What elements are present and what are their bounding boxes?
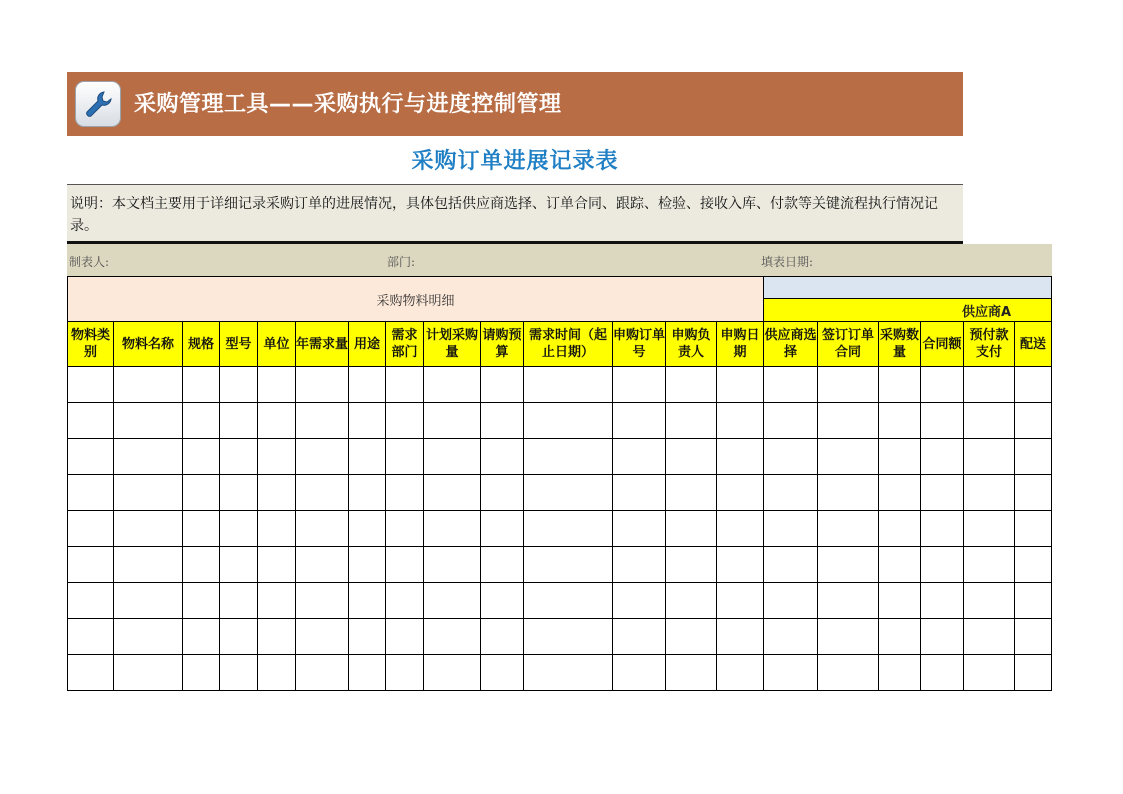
table-row [68,475,1052,511]
table-cell[interactable] [818,619,879,655]
info-bar [67,244,1052,276]
table-cell[interactable] [114,547,183,583]
table-cell[interactable] [183,655,220,691]
table-cell[interactable] [964,439,1015,475]
table-cell[interactable] [481,619,524,655]
table-cell[interactable] [1015,583,1052,619]
table-cell[interactable] [424,367,481,403]
table-cell[interactable] [424,619,481,655]
table-cell[interactable] [764,367,818,403]
table-cell[interactable] [349,547,386,583]
table-row [68,583,1052,619]
table-cell[interactable] [1015,547,1052,583]
table-cell[interactable] [424,547,481,583]
table-cell[interactable] [764,583,818,619]
table-row [68,619,1052,655]
column-header: 需求部门 [386,322,424,367]
table-row [68,403,1052,439]
table-cell[interactable] [68,403,114,439]
table-cell[interactable] [818,403,879,439]
table-cell[interactable] [524,367,613,403]
column-header: 物料类别 [68,322,114,367]
fill-date-label: 填表日期: [761,255,814,269]
column-header: 预付款支付 [964,322,1015,367]
table-cell[interactable] [717,619,764,655]
table-cell[interactable] [764,475,818,511]
table-cell[interactable] [68,583,114,619]
table-cell[interactable] [114,367,183,403]
table-cell[interactable] [717,475,764,511]
table-cell[interactable] [183,547,220,583]
table-cell[interactable] [296,547,349,583]
table-cell[interactable] [68,439,114,475]
table-cell[interactable] [349,619,386,655]
table-cell[interactable] [1015,439,1052,475]
table-cell[interactable] [964,583,1015,619]
table-cell[interactable] [879,403,921,439]
column-header: 申购负责人 [666,322,717,367]
table-cell[interactable] [220,583,258,619]
table-cell[interactable] [296,655,349,691]
table-cell[interactable] [524,547,613,583]
table-cell[interactable] [879,583,921,619]
table-cell[interactable] [666,475,717,511]
table-cell[interactable] [666,583,717,619]
table-cell[interactable] [1015,475,1052,511]
table-cell[interactable] [114,655,183,691]
column-header: 申购日期 [717,322,764,367]
table-cell[interactable] [424,475,481,511]
table-cell[interactable] [921,547,964,583]
header-banner [67,72,963,136]
table-cell[interactable] [717,547,764,583]
table-cell[interactable] [613,583,666,619]
table-cell[interactable] [220,439,258,475]
table-cell[interactable] [879,619,921,655]
table-cell[interactable] [964,619,1015,655]
table-cell[interactable] [296,619,349,655]
table-cell[interactable] [818,547,879,583]
column-header: 合同额 [921,322,964,367]
table-cell[interactable] [183,583,220,619]
table-cell[interactable] [349,511,386,547]
table-row [68,655,1052,691]
table-cell[interactable] [818,583,879,619]
table-cell[interactable] [481,583,524,619]
table-cell[interactable] [717,511,764,547]
table-cell[interactable] [481,511,524,547]
table-cell[interactable] [349,475,386,511]
table-cell[interactable] [386,655,424,691]
table-cell[interactable] [258,511,296,547]
table-cell[interactable] [717,367,764,403]
table-cell[interactable] [1015,403,1052,439]
table-cell[interactable] [481,403,524,439]
table-cell[interactable] [879,547,921,583]
table-cell[interactable] [613,439,666,475]
table-cell[interactable] [818,511,879,547]
table-row [68,547,1052,583]
table-cell[interactable] [258,439,296,475]
banner-title: 采购管理工具——采购执行与进度控制管理 [134,92,562,117]
table-cell[interactable] [1015,655,1052,691]
table-cell[interactable] [220,619,258,655]
column-header: 单位 [258,322,296,367]
table-cell[interactable] [183,475,220,511]
table-cell[interactable] [424,511,481,547]
table-cell[interactable] [879,655,921,691]
table-cell[interactable] [349,655,386,691]
table-cell[interactable] [220,403,258,439]
table-cell[interactable] [114,583,183,619]
table-cell[interactable] [258,583,296,619]
table-cell[interactable] [296,583,349,619]
table-cell[interactable] [717,655,764,691]
table-cell[interactable] [666,511,717,547]
table-cell[interactable] [921,439,964,475]
column-header: 需求时间（起止日期） [524,322,613,367]
table-cell[interactable] [964,367,1015,403]
table-cell[interactable] [717,439,764,475]
table-cell[interactable] [964,547,1015,583]
table-cell[interactable] [349,439,386,475]
table-cell[interactable] [296,367,349,403]
table-cell[interactable] [921,511,964,547]
column-header: 年需求量 [296,322,349,367]
column-header: 型号 [220,322,258,367]
purchase-order-table [67,276,1052,691]
table-cell[interactable] [964,511,1015,547]
table-cell[interactable] [220,547,258,583]
column-header: 申购订单号 [613,322,666,367]
column-header: 采购数量 [879,322,921,367]
table-cell[interactable] [481,475,524,511]
table-cell[interactable] [1015,511,1052,547]
section-blank [764,277,1052,299]
table-cell[interactable] [921,403,964,439]
table-cell[interactable] [524,511,613,547]
table-cell[interactable] [296,475,349,511]
table-cell[interactable] [666,367,717,403]
table-cell[interactable] [183,367,220,403]
column-header: 规格 [183,322,220,367]
table-cell[interactable] [1015,619,1052,655]
table-cell[interactable] [258,403,296,439]
table-cell[interactable] [424,439,481,475]
table-cell[interactable] [524,583,613,619]
table-cell[interactable] [386,619,424,655]
table-cell[interactable] [68,367,114,403]
table-cell[interactable] [964,655,1015,691]
table-cell[interactable] [386,547,424,583]
table-cell[interactable] [613,511,666,547]
column-header: 签订订单合同 [818,322,879,367]
description-box: 说明：本文档主要用于详细记录采购订单的进展情况，具体包括供应商选择、订单合同、跟踪、检验、接收入库、付款等关键流程执行情况记录。 [67,185,963,241]
table-cell[interactable] [524,403,613,439]
table-cell[interactable] [666,655,717,691]
table-cell[interactable] [183,403,220,439]
preparer-label: 制表人: [69,255,110,269]
table-cell[interactable] [666,403,717,439]
column-header: 物料名称 [114,322,183,367]
column-header: 请购预算 [481,322,524,367]
table-cell[interactable] [481,439,524,475]
table-cell[interactable] [481,655,524,691]
table-cell[interactable] [258,619,296,655]
column-header: 供应商选择 [764,322,818,367]
column-header: 用途 [349,322,386,367]
table-cell[interactable] [296,511,349,547]
table-cell[interactable] [114,619,183,655]
table-cell[interactable] [386,367,424,403]
table-cell[interactable] [717,583,764,619]
table-cell[interactable] [921,655,964,691]
table-cell[interactable] [764,439,818,475]
table-cell[interactable] [220,655,258,691]
table-cell[interactable] [764,511,818,547]
table-cell[interactable] [296,403,349,439]
table-cell[interactable] [818,439,879,475]
column-header-row [68,322,1052,367]
table-cell[interactable] [68,619,114,655]
table-cell[interactable] [114,439,183,475]
table-cell[interactable] [1015,367,1052,403]
table-cell[interactable] [818,475,879,511]
department-label: 部门: [387,255,416,269]
table-cell[interactable] [921,367,964,403]
table-cell[interactable] [764,403,818,439]
table-cell[interactable] [524,619,613,655]
table-cell[interactable] [68,511,114,547]
table-cell[interactable] [666,547,717,583]
table-cell[interactable] [258,547,296,583]
table-cell[interactable] [524,439,613,475]
table-cell[interactable] [921,583,964,619]
table-cell[interactable] [386,511,424,547]
document-title: 采购订单进展记录表 [411,149,619,174]
table-cell[interactable] [258,475,296,511]
table-cell[interactable] [764,619,818,655]
table-cell[interactable] [386,475,424,511]
table-cell[interactable] [717,403,764,439]
table-cell[interactable] [524,655,613,691]
table-cell[interactable] [424,583,481,619]
table-cell[interactable] [349,367,386,403]
table-cell[interactable] [879,367,921,403]
table-row [68,439,1052,475]
table-cell[interactable] [424,403,481,439]
table-cell[interactable] [879,511,921,547]
table-cell[interactable] [879,475,921,511]
wrench-icon [75,81,121,127]
section-material-detail: 采购物料明细 [68,277,764,322]
table-cell[interactable] [818,367,879,403]
table-cell[interactable] [921,619,964,655]
table-cell[interactable] [68,547,114,583]
table-row [68,511,1052,547]
table-cell[interactable] [183,439,220,475]
table-cell[interactable] [183,619,220,655]
table-cell[interactable] [481,367,524,403]
table-cell[interactable] [296,439,349,475]
table-cell[interactable] [258,367,296,403]
table-cell[interactable] [964,475,1015,511]
table-cell[interactable] [183,511,220,547]
column-header: 计划采购量 [424,322,481,367]
section-supplier: 供应商A [764,299,1052,322]
table-cell[interactable] [666,439,717,475]
table-cell[interactable] [818,655,879,691]
table-cell[interactable] [613,367,666,403]
column-header: 配送 [1015,322,1052,367]
table-cell[interactable] [481,547,524,583]
table-row [68,367,1052,403]
table-cell[interactable] [613,547,666,583]
table-cell[interactable] [114,403,183,439]
table-cell[interactable] [613,655,666,691]
table-cell[interactable] [349,583,386,619]
table-cell[interactable] [114,475,183,511]
table-cell[interactable] [386,439,424,475]
table-cell[interactable] [524,475,613,511]
table-cell[interactable] [964,403,1015,439]
table-cell[interactable] [424,655,481,691]
table-cell[interactable] [879,439,921,475]
table-cell[interactable] [220,511,258,547]
table-cell[interactable] [220,475,258,511]
table-cell[interactable] [68,475,114,511]
table-cell[interactable] [764,655,818,691]
table-cell[interactable] [764,547,818,583]
table-cell[interactable] [220,367,258,403]
table-cell[interactable] [386,403,424,439]
table-cell[interactable] [349,403,386,439]
table-cell[interactable] [613,403,666,439]
table-cell[interactable] [386,583,424,619]
table-cell[interactable] [114,511,183,547]
table-cell[interactable] [921,475,964,511]
table-cell[interactable] [613,619,666,655]
table-cell[interactable] [613,475,666,511]
table-cell[interactable] [258,655,296,691]
table-cell[interactable] [68,655,114,691]
table-cell[interactable] [666,619,717,655]
